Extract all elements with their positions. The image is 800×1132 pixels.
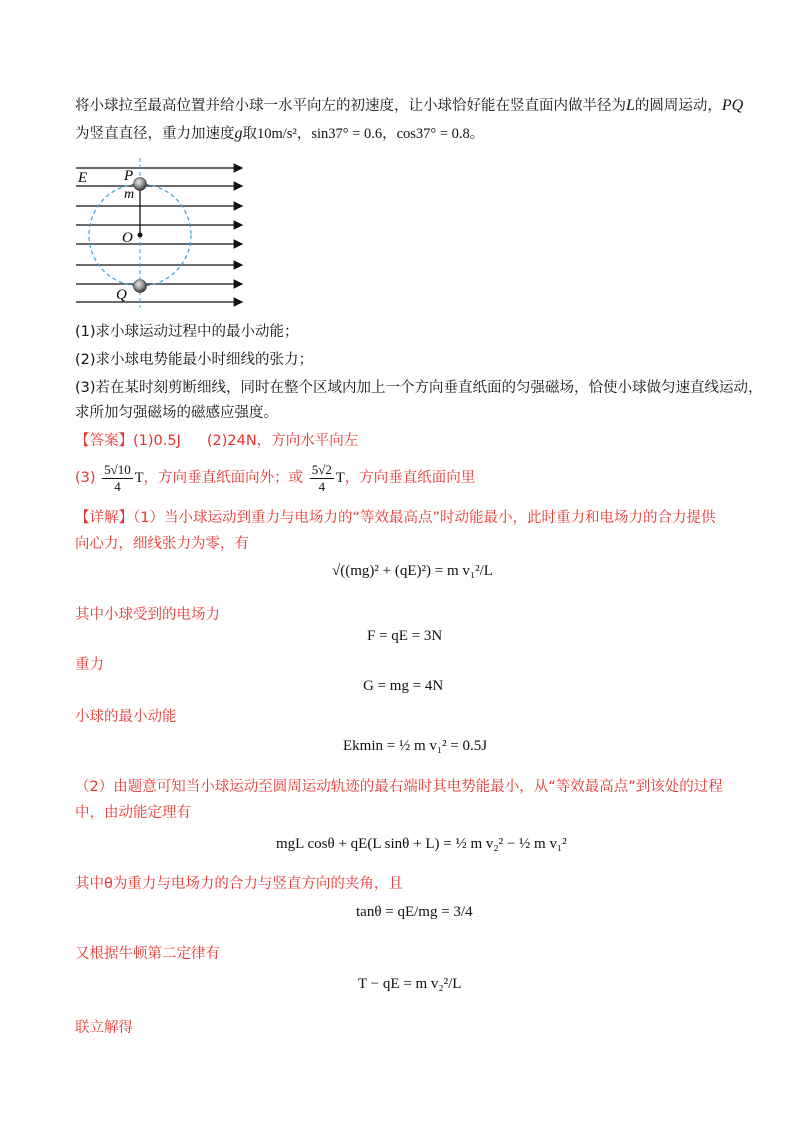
detail-para-8: 联立解得 (75, 1020, 133, 1036)
detail-para-1b: 向心力，细线张力为零，有 (75, 536, 249, 552)
answer-label: 【答案】 (75, 433, 133, 449)
detail-para-5a: （2）由题意可知当小球运动至圆周运动轨迹的最右端时其电势能最小，从“等效最高点”到该处的过程 (75, 779, 723, 795)
problem-line-1: 将小球拉至最高位置并给小球一水平向左的初速度，让小球恰好能在竖直面内做半径为L的圆周运动，PQ (75, 97, 744, 114)
detail-para-3: 重力 (75, 657, 104, 673)
detail-para-5b: 中，由动能定理有 (75, 805, 191, 821)
equation-6: tanθ = qE/mg = 3/4 (356, 904, 473, 920)
label-m: m (124, 187, 135, 202)
equation-1: √((mg)² + (qE)²) = m v₁²/L (332, 563, 493, 579)
equation-4: Ekmin = ½ m v₁² = 0.5J (343, 738, 488, 754)
question-2: (2)求小球电势能最小时细线的张力； (75, 352, 314, 368)
question-1: (1)求小球运动过程中的最小动能； (75, 324, 299, 340)
equation-3: G = mg = 4N (363, 678, 444, 694)
equation-7: T − qE = m v₂²/L (358, 976, 462, 992)
label-E: E (78, 170, 88, 186)
ball-bottom (134, 280, 147, 293)
detail-para-2: 其中小球受到的电场力 (75, 607, 220, 623)
detail-para-7: 又根据牛顿第二定律有 (75, 946, 220, 962)
equation-2: F = qE = 3N (367, 628, 443, 644)
equation-5: mgL cosθ + qE(L sinθ + L) = ½ m v₂² − ½ m v₁² (276, 836, 567, 852)
label-O: O (122, 230, 133, 246)
detail-para-6: 其中θ为重力与电场力的合力与竖直方向的夹角，且 (75, 876, 403, 892)
problem-line-2: 为竖直直径，重力加速度g取10m/s²，sin37° = 0.6，cos37° = 0.8。 (75, 125, 485, 142)
answer-line-1: 【答案】(1)0.5J (2)24N，方向水平向左 (75, 433, 359, 449)
question-3-line-2: 求所加匀强磁场的磁感应强度。 (75, 405, 278, 421)
label-P: P (124, 168, 134, 184)
detail-para-1a: 【详解】（1）当小球运动到重力与电场力的“等效最高点”时动能最小，此时重力和电场力的合力提供 (75, 510, 716, 526)
question-3-line-1: (3)若在某时刻剪断细线，同时在整个区域内加上一个方向垂直纸面的匀强磁场，恰使小球做匀速直线运动， (75, 380, 763, 396)
field-diagram (74, 158, 246, 308)
answer-line-2: (3) $\frac{5√10}{4}$ T，方向垂直纸面向外；或 $\frac{5√2}{4}$ T，方向垂直纸面向里 (75, 461, 476, 494)
center-point (138, 233, 143, 238)
ball-top (134, 178, 147, 191)
detail-para-4: 小球的最小动能 (75, 709, 177, 725)
detail-label: 【详解】 (75, 510, 133, 526)
label-Q: Q (116, 287, 127, 303)
